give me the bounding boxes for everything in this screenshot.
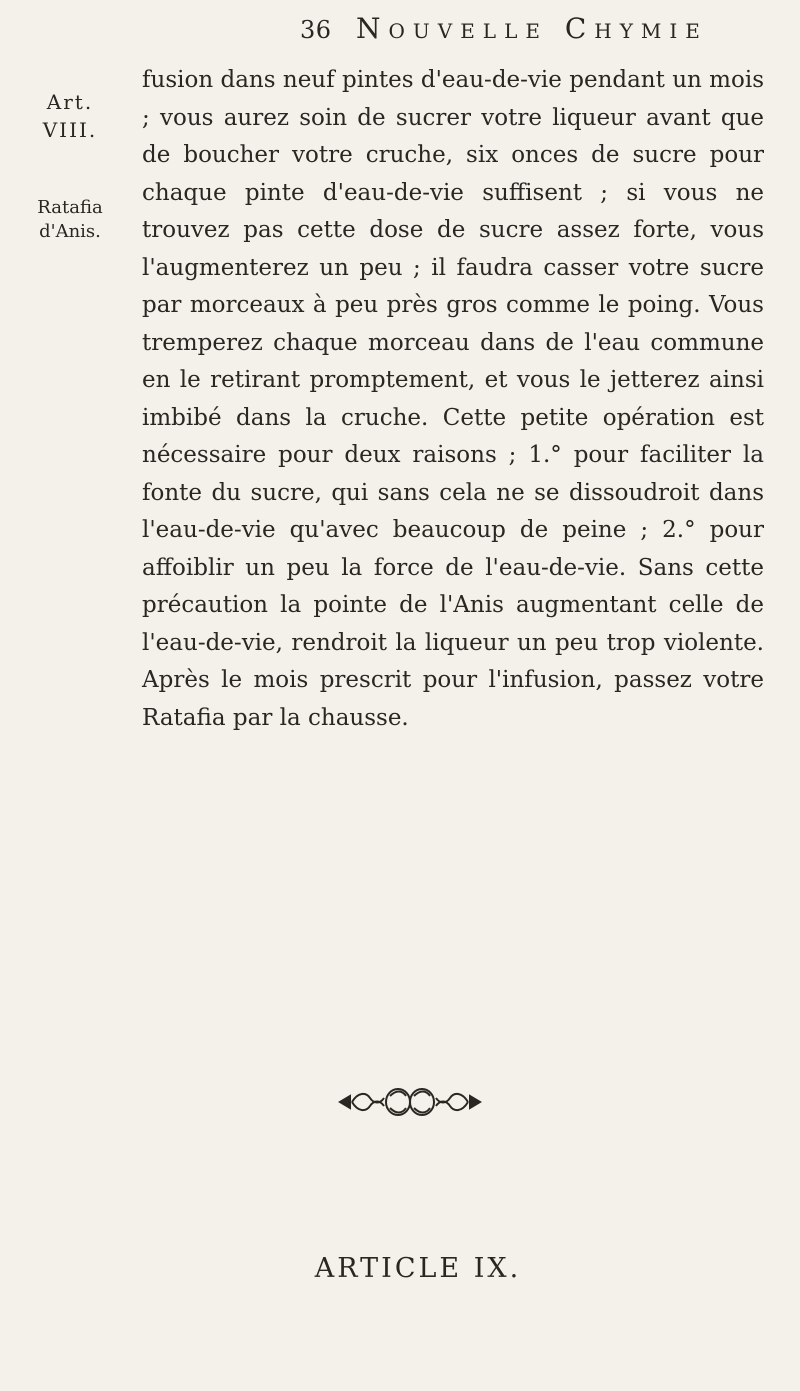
running-head (300, 12, 708, 45)
page-number: 36 (300, 16, 332, 44)
next-article-heading: ARTICLE IX. (314, 1253, 522, 1284)
margin-article-number: Art. VIII. (42, 90, 98, 142)
running-title: Nouvelle Chymie (356, 12, 708, 45)
margin-notes (22, 88, 118, 244)
fleuron-ornament-icon (336, 1086, 484, 1118)
margin-subject: Ratafia d'Anis. (37, 197, 103, 242)
body-paragraph: fusion dans neuf pintes d'eau-de-vie pendant un mois ; vous aurez soin de sucrer votre liqueur avant que de boucher votre cruche, six onces de sucre pour chaque pinte d'eau-de-vie suffisent ; si vous ne trouvez pas cette dose de sucre assez forte, vous l'augmenterez un peu ; il faudra casser votre sucre par morceaux à peu près gros comme le poing. Vous tremperez chaque morceau dans de l'eau commune en le retirant promptement, et vous le jetterez ainsi imbibé dans la cruche. Cette petite opération est nécessaire pour deux raisons ; 1.° pour faciliter la fonte du sucre, qui sans cela ne se dissoudroit dans l'eau-de-vie qu'avec beaucoup de peine ; 2.° pour affoiblir un peu la force de l'eau-de-vie. Sans cette précaution la pointe de l'Anis augmentant celle de l'eau-de-vie, rendroit la liqueur un peu trop violente. Après le mois prescrit pour l'infusion, passez votre Ratafia par la chausse. (142, 67, 764, 731)
